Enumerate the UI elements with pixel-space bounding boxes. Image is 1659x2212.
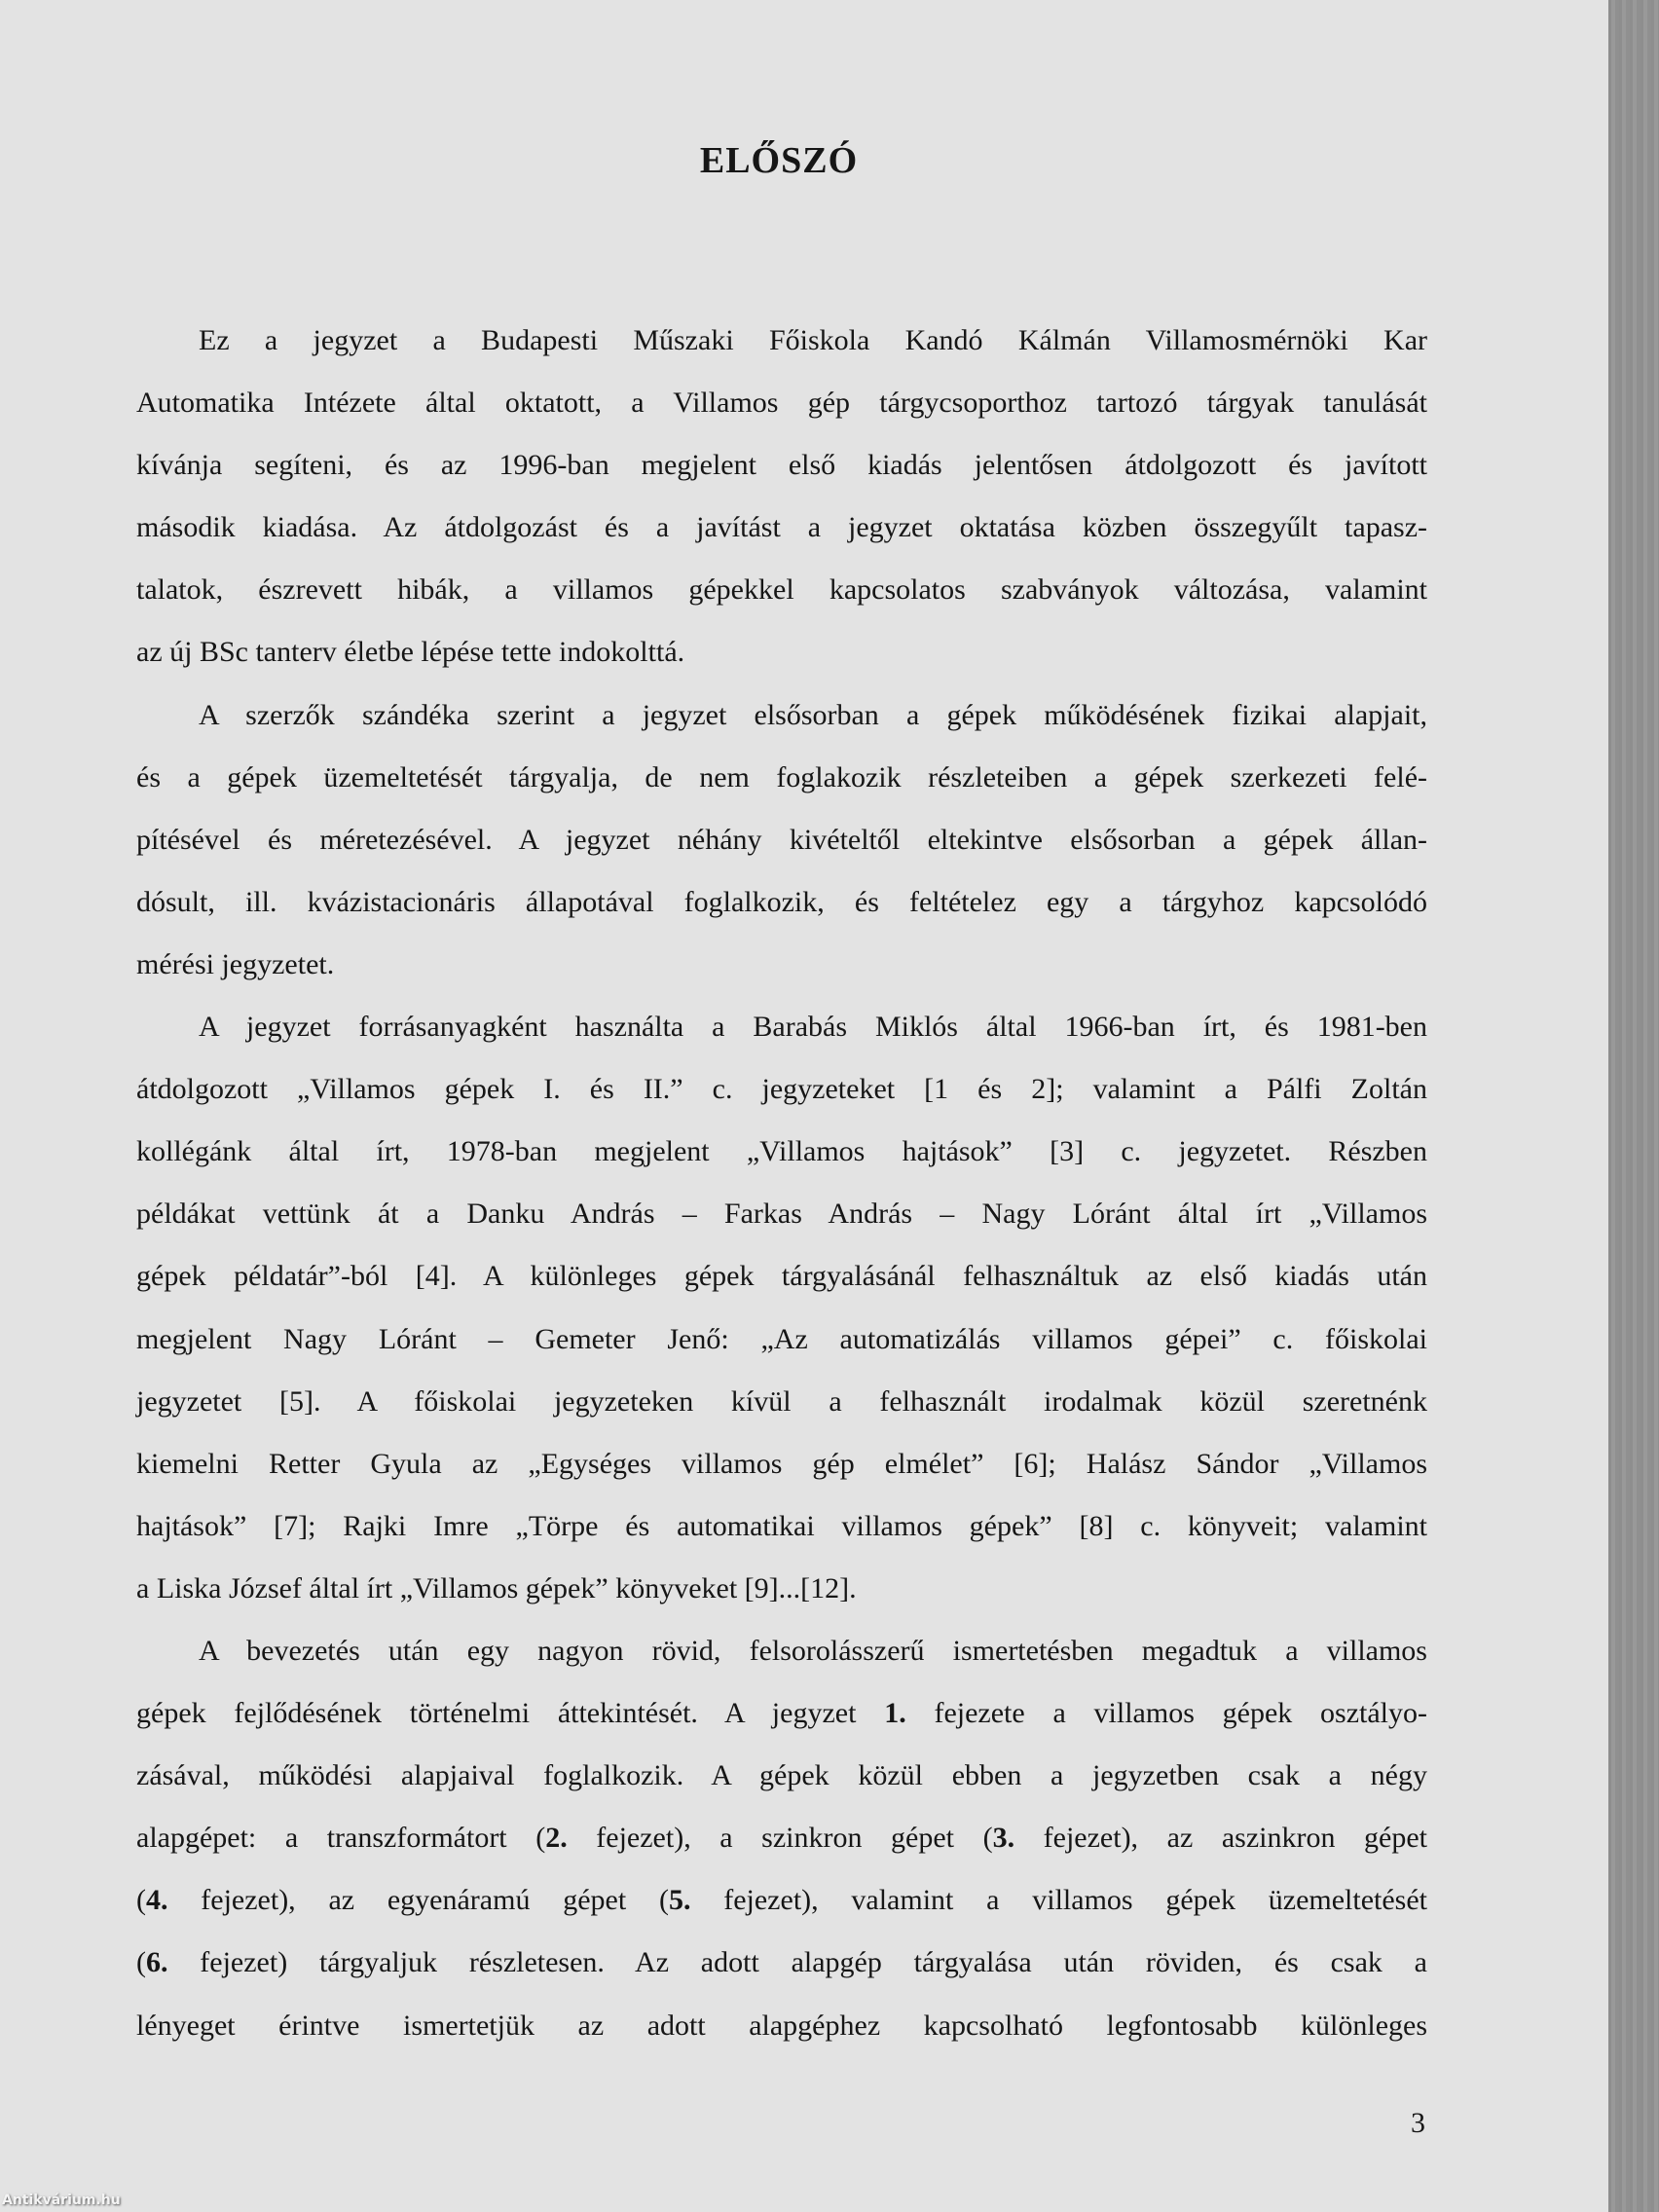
text-line: gépek példatár”-ból [4]. A különleges gépek tárgyalásánál felhasználtuk az első kiadás után (136, 1260, 1427, 1293)
text-line: talatok, észrevett hibák, a villamos gépekkel kapcsolatos szabványok változása, valamint (136, 573, 1427, 607)
paragraph (136, 310, 1427, 684)
book-spine-edge (1608, 0, 1659, 2212)
text-segment: ( (136, 1946, 146, 1979)
text-line (136, 1932, 1427, 1994)
preface-body (136, 310, 1427, 2057)
text-line: átdolgozott „Villamos gépek I. és II.” c. jegyzeteket [1 és 2]; valamint a Pálfi Zoltán (136, 1073, 1427, 1106)
chapter-number: 5. (668, 1884, 691, 1917)
text-line: megjelent Nagy Lóránt – Gemeter Jenő: „Az automatizálás villamos gépei” c. főiskolai (136, 1322, 1427, 1355)
chapter-number: 3. (992, 1822, 1015, 1855)
paragraph (136, 996, 1427, 1620)
paragraph (136, 684, 1427, 996)
text-segment: ( (136, 1884, 146, 1917)
text-line: a Liska József által írt „Villamos gépek” könyveket [9]...[12]. (136, 1571, 857, 1604)
chapter-number: 1. (884, 1697, 906, 1730)
text-segment: fejezet), a szinkron gépet ( (567, 1822, 993, 1855)
text-line: zásával, működési alapjaival foglalkozik. A gépek közül ebben a jegyzetben csak a négy (136, 1759, 1427, 1792)
text-line: kollégánk által írt, 1978-ban megjelent „Villamos hajtások” [3] c. jegyzetet. Részben (136, 1135, 1427, 1168)
text-line: jegyzetet [5]. A főiskolai jegyzeteken kívül a felhasznált irodalmak közül szeretnénk (136, 1384, 1427, 1418)
text-line: kiemelni Retter Gyula az „Egységes villamos gép elmélet” [6]; Halász Sándor „Villamos (136, 1447, 1427, 1480)
chapter-number: 4. (146, 1884, 168, 1917)
text-segment: gépek fejlődésének történelmi áttekintését. A jegyzet (136, 1697, 885, 1730)
text-segment: fejezet), az aszinkron gépet (1014, 1822, 1428, 1855)
text-line: Automatika Intézete által oktatott, a Villamos gép tárgycsoporthoz tartozó tárgyak tanulását (136, 387, 1427, 420)
text-line: példákat vettünk át a Danku András – Farkas András – Nagy Lóránt által írt „Villamos (136, 1198, 1427, 1231)
text-segment: fejezete a villamos gépek osztályo- (905, 1697, 1428, 1730)
text-line (136, 1869, 1427, 1932)
page-number: 3 (1411, 2107, 1425, 2139)
text-line (136, 1682, 1427, 1745)
text-line: kívánja segíteni, és az 1996-ban megjelent első kiadás jelentősen átdolgozott és javított (136, 449, 1427, 482)
text-segment: fejezet) tárgyaljuk részletesen. Az adott alapgép tárgyalása után röviden, és csak a (167, 1946, 1427, 1979)
text-segment: fejezet), az egyenáramú gépet ( (167, 1884, 669, 1917)
text-line: mérési jegyzetet. (136, 947, 335, 980)
text-line: és a gépek üzemeltetését tárgyalja, de nem foglakozik részleteiben a gépek szerkezeti felé- (136, 760, 1427, 793)
text-segment: alapgépet: a transzformátort ( (136, 1822, 546, 1855)
text-line: hajtások” [7]; Rajki Imre „Törpe és automatikai villamos gépek” [8] c. könyveit; valamint (136, 1509, 1427, 1542)
text-line: második kiadása. Az átdolgozást és a javítást a jegyzet oktatása közben összegyűlt tapasz- (136, 511, 1427, 544)
chapter-number: 6. (146, 1946, 168, 1979)
paragraph (136, 1620, 1427, 2057)
watermark-logo: Antikvárium.hu (2, 2193, 121, 2208)
chapter-number: 2. (545, 1822, 568, 1855)
text-line: az új BSc tanterv életbe lépése tette indokolttá. (136, 636, 685, 669)
text-line: A jegyzet forrásanyagként használta a Barabás Miklós által 1966-ban írt, és 1981-ben (199, 1011, 1427, 1044)
text-line: A bevezetés után egy nagyon rövid, felsorolásszerű ismertetésben megadtuk a villamos (199, 1634, 1427, 1667)
page-title: ELŐSZÓ (699, 140, 859, 182)
text-line: dósult, ill. kvázistacionáris állapotával foglalkozik, és feltételez egy a tárgyhoz kapcsolódó (136, 885, 1427, 918)
text-line: pítésével és méretezésével. A jegyzet néhány kivételtől eltekintve elsősorban a gépek állan- (136, 823, 1427, 856)
text-segment: fejezet), valamint a villamos gépek üzemeltetését (690, 1884, 1427, 1917)
text-line: Ez a jegyzet a Budapesti Műszaki Főiskola Kandó Kálmán Villamosmérnöki Kar (199, 324, 1427, 356)
text-line: A szerzők szándéka szerint a jegyzet elsősorban a gépek működésének fizikai alapjait, (199, 698, 1427, 731)
text-line: lényeget érintve ismertetjük az adott alapgéphez kapcsolható legfontosabb különleges (136, 2009, 1427, 2042)
text-line (136, 1807, 1427, 1869)
